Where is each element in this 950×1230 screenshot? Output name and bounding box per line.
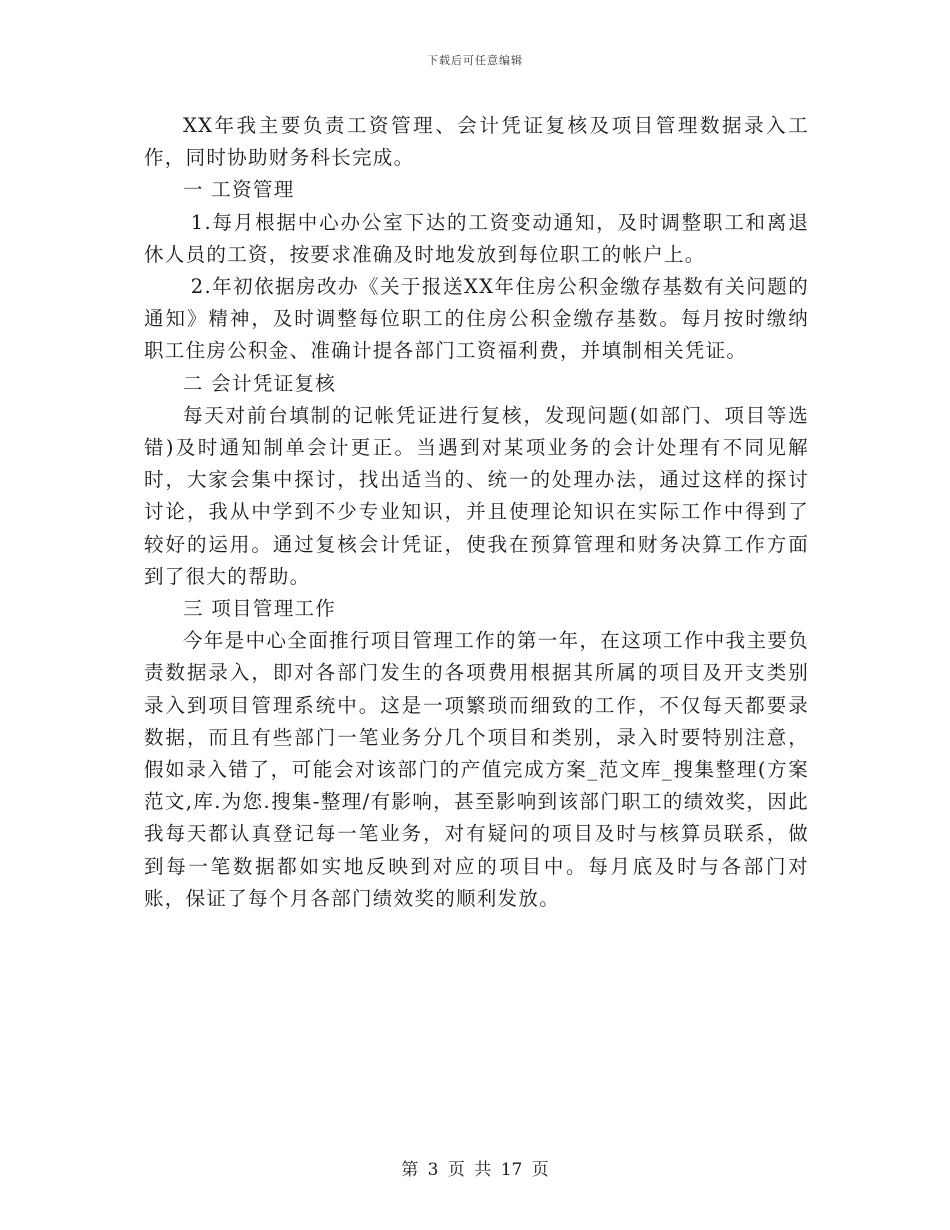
salary-item-1: 1.每月根据中心办公室下达的工资变动通知，及时调整职工和离退休人员的工资，按要求准确及时地发放到每位职工的帐户上。 bbox=[144, 210, 809, 266]
document-body bbox=[144, 110, 809, 915]
voucher-review-paragraph: 每天对前台填制的记帐凭证进行复核，发现问题(如部门、项目等选错)及时通知制单会计更正。当遇到对某项业务的会计处理有不同见解时，大家会集中探讨，找出适当的、统一的处理办法，通过这样的探讨讨论，我从中学到不少专业知识，并且使理论知识在实际工作中得到了较好的运用。通过复核会计凭证，使我在预算管理和财务决算工作方面到了很大的帮助。 bbox=[144, 403, 809, 588]
section-heading-voucher-review: 二 会计凭证复核 bbox=[183, 371, 337, 395]
section-heading-salary: 一 工资管理 bbox=[183, 178, 295, 202]
intro-paragraph: XX年我主要负责工资管理、会计凭证复核及项目管理数据录入工作，同时协助财务科长完成。 bbox=[144, 114, 809, 170]
section-heading-project-management: 三 项目管理工作 bbox=[183, 597, 337, 621]
page-number-footer: 第 3 页 共 17 页 bbox=[401, 1160, 549, 1180]
project-management-paragraph: 今年是中心全面推行项目管理工作的第一年，在这项工作中我主要负责数据录入，即对各部门发生的各项费用根据其所属的项目及开支类别录入到项目管理系统中。这是一项繁琐而细致的工作，不仅每天都要录数据，而且有些部门一笔业务分几个项目和类别，录入时要特别注意，假如录入错了，可能会对该部门的产值完成方案_范文库_搜集整理(方案范文,库.为您.搜集-整理/有影响，甚至影响到该部门职工的绩效奖，因此我每天都认真登记每一笔业务，对有疑问的项目及时与核算员联系，做到每一笔数据都如实地反映到对应的项目中。每月底及时与各部门对账，保证了每个月各部门绩效奖的顺利发放。 bbox=[144, 629, 809, 910]
salary-item-2: 2.年初依据房改办《关于报送XX年住房公积金缴存基数有关问题的通知》精神，及时调整每位职工的住房公积金缴存基数。每月按时缴纳职工住房公积金、准确计提各部门工资福利费，并填制相关凭证。 bbox=[144, 275, 809, 363]
page-header: 下载后可任意编辑 bbox=[427, 54, 523, 67]
